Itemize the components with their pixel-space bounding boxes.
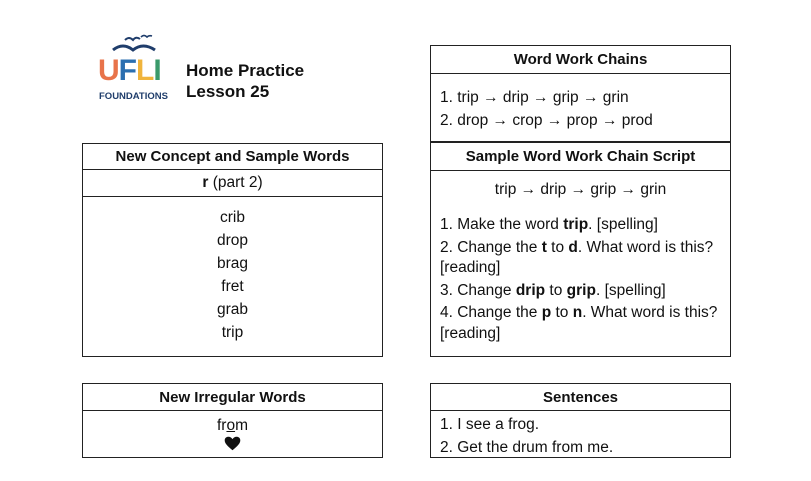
irregular-words-heading: New Irregular Words <box>83 384 382 411</box>
list-item: 2. drop → crop → prop → prod <box>440 112 653 129</box>
step-text: 2. Change the <box>440 238 542 256</box>
list-item: brag <box>216 255 249 272</box>
step-text: . What word is this? [reading] <box>440 304 718 342</box>
step-text: . [spelling] <box>595 281 666 299</box>
step-bold: t <box>541 238 547 256</box>
script-steps <box>431 201 730 344</box>
script-step <box>440 303 722 344</box>
list-item: fret <box>221 278 244 295</box>
ufli-foundations-logo <box>97 34 167 104</box>
step-text: to <box>546 238 569 256</box>
step-text: 1. Make the word <box>440 216 564 233</box>
logo-letter-i: I <box>153 54 161 87</box>
list-item: crib <box>220 209 245 226</box>
step-text: 3. Change <box>440 281 516 299</box>
list-item: 1. trip → drip → grip → grin <box>440 89 629 106</box>
list-item: drop <box>216 232 249 249</box>
script-step <box>440 281 722 302</box>
sentences-box <box>430 383 731 458</box>
step-bold: n <box>572 304 583 321</box>
new-concept-heading: New Concept and Sample Words <box>83 144 382 170</box>
step-text: to <box>551 304 573 321</box>
logo-letter-f: F <box>118 54 136 87</box>
list-item: trip <box>221 324 244 341</box>
step-bold: drip <box>515 281 546 299</box>
logo-subtitle: FOUNDATIONS <box>99 91 168 102</box>
logo-letter-u: U <box>98 54 119 87</box>
word-work-chains-box <box>430 45 731 142</box>
step-text: . [spelling] <box>588 216 658 233</box>
list-item: grab <box>216 301 249 318</box>
sentences-list <box>431 411 730 459</box>
birds-book-icon <box>111 34 157 54</box>
irregular-word-part: fr <box>216 417 227 434</box>
page-title <box>186 60 304 102</box>
sample-words-list <box>83 197 382 344</box>
concept-focus-letter: r <box>202 174 209 191</box>
irregular-word-heart-part: o <box>226 417 236 434</box>
heart-icon <box>224 436 241 451</box>
step-text: . What word is this? [reading] <box>440 238 714 276</box>
step-text: 4. Change the <box>440 304 542 321</box>
new-concept-box <box>82 143 383 357</box>
word-work-chains-heading: Word Work Chains <box>431 46 730 74</box>
step-bold: d <box>568 238 578 256</box>
chain-script-box <box>430 142 731 357</box>
step-bold: grip <box>566 281 596 299</box>
chains-list <box>431 74 730 132</box>
list-item: 1. I see a frog. <box>440 416 540 433</box>
step-text: to <box>545 281 567 299</box>
irregular-word-part: m <box>235 417 248 434</box>
concept-focus-row <box>83 170 382 197</box>
irregular-word <box>83 411 382 451</box>
list-item: 2. Get the drum from me. <box>440 439 614 456</box>
irregular-words-box <box>82 383 383 458</box>
step-bold: p <box>541 304 552 321</box>
logo-letter-l: L <box>136 54 154 87</box>
chain-script-heading: Sample Word Work Chain Script <box>431 143 730 171</box>
step-bold: trip <box>563 216 589 233</box>
sentences-heading: Sentences <box>431 384 730 411</box>
title-lesson: Lesson 25 <box>186 82 270 101</box>
script-step <box>440 215 722 236</box>
title-home-practice: Home Practice <box>186 61 305 80</box>
script-chain: trip → drip → grip → grin <box>494 181 667 198</box>
logo-wordmark <box>98 56 161 86</box>
script-step <box>440 238 722 279</box>
concept-focus-note: (part 2) <box>212 174 263 191</box>
